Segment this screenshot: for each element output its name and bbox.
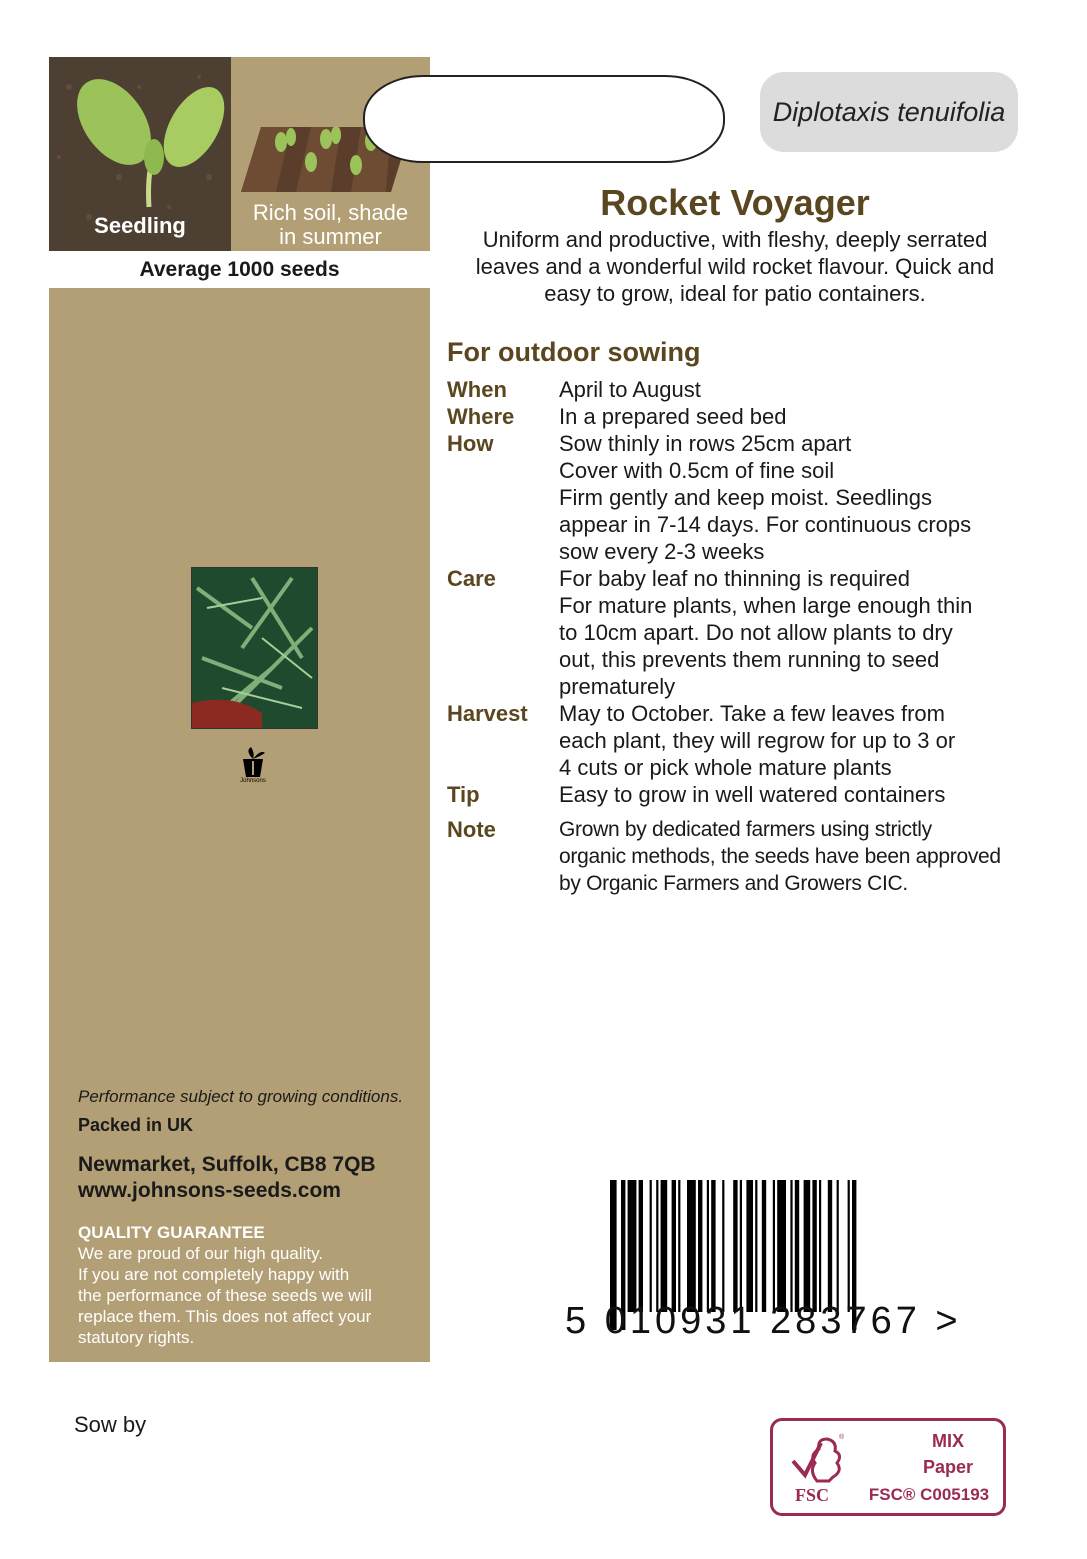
guarantee-line: statutory rights.: [78, 1328, 195, 1347]
barcode-bar: [812, 1180, 816, 1312]
instruction-row-harvest: [447, 700, 1037, 781]
barcode-bar: [711, 1180, 715, 1312]
johnsons-logo: [235, 745, 271, 787]
barcode-bar: [672, 1180, 676, 1312]
instruction-line: Easy to grow in well watered containers: [559, 782, 946, 807]
instruction-text: [559, 403, 1037, 430]
guarantee-title: QUALITY GUARANTEE: [78, 1223, 265, 1242]
instruction-row-tip: [447, 781, 1037, 808]
instruction-line: May to October. Take a few leaves from: [559, 701, 945, 726]
instruction-line: prematurely: [559, 674, 676, 699]
instruction-line: to 10cm apart. Do not allow plants to dry: [559, 620, 953, 645]
left-info-panel: [49, 57, 430, 1362]
instruction-row-care: [447, 565, 1037, 700]
instruction-line: appear in 7-14 days. For continuous crops: [559, 512, 972, 537]
performance-note: Performance subject to growing conditions.: [78, 1087, 404, 1106]
instruction-row-note: [447, 816, 1037, 897]
barcode-bar: [746, 1180, 753, 1312]
guarantee-line: We are proud of our high quality.: [78, 1244, 324, 1263]
instruction-line: For baby leaf no thinning is required: [559, 566, 910, 591]
instruction-label: When: [447, 377, 507, 402]
guarantee-line: the performance of these seeds we will: [78, 1286, 372, 1305]
instruction-text: [559, 565, 1037, 700]
barcode-bar: [628, 1180, 637, 1312]
instruction-label: How: [447, 431, 494, 456]
description-line: Uniform and productive, with fleshy, deeply serrated: [482, 227, 988, 252]
barcode-bar: [828, 1180, 832, 1312]
packed-in: Packed in UK: [78, 1115, 194, 1135]
instruction-text: [559, 700, 1037, 781]
brand-mark-text: Johnsons: [240, 778, 266, 784]
instruction-text: [559, 816, 1037, 897]
soil-label-line-1: Rich soil, shade: [252, 200, 409, 225]
sowing-section-title: For outdoor sowing: [447, 337, 701, 367]
barcode-bar: [707, 1180, 709, 1312]
soil-condition-label: [231, 201, 430, 249]
barcode-bar: [837, 1180, 839, 1312]
seedling-label: Seedling: [94, 213, 186, 238]
guarantee-line: If you are not completely happy with: [78, 1265, 350, 1284]
barcode-bar: [848, 1180, 850, 1312]
barcode-bar: [790, 1180, 792, 1312]
instruction-line: For mature plants, when large enough thin: [559, 593, 973, 618]
barcode-bar: [698, 1180, 702, 1312]
barcode-bar: [819, 1180, 821, 1312]
instruction-line: Grown by dedicated farmers using strictly: [559, 818, 932, 841]
product-photo: [191, 567, 318, 729]
instruction-label: Note: [447, 817, 496, 842]
company-info: [78, 1087, 428, 1348]
sow-by-label: Sow by: [74, 1412, 147, 1437]
instruction-text: [559, 781, 1037, 808]
fsc-license-code: FSC® C005193: [868, 1485, 990, 1504]
fsc-mix-label: MIX: [931, 1431, 964, 1451]
instruction-line: organic methods, the seeds have been approved: [559, 845, 1001, 868]
barcode-bar: [650, 1180, 652, 1312]
instruction-label: Harvest: [447, 701, 528, 726]
fsc-certification-badge: [770, 1418, 1006, 1516]
barcode-bar: [733, 1180, 737, 1312]
instruction-line: by Organic Farmers and Growers CIC.: [559, 872, 908, 895]
latin-name: Diplotaxis tenuifolia: [760, 72, 1018, 152]
instruction-line: In a prepared seed bed: [559, 404, 787, 429]
company-address: Newmarket, Suffolk, CB8 7QB: [78, 1153, 376, 1176]
soil-label-line-2: in summer: [279, 224, 382, 249]
description-line: leaves and a wonderful wild rocket flavour. Quick and: [475, 254, 995, 279]
barcode-bar: [773, 1180, 775, 1312]
company-website: www.johnsons-seeds.com: [78, 1179, 341, 1202]
instruction-text: [559, 376, 1037, 403]
instruction-line: Firm gently and keep moist. Seedlings: [559, 485, 932, 510]
instruction-line: out, this prevents them running to seed: [559, 647, 940, 672]
plant-pot-icon: [235, 745, 271, 779]
quality-guarantee: [78, 1222, 428, 1348]
seed-count: Average 1000 seeds: [49, 251, 430, 288]
description-line: easy to grow, ideal for patio containers.: [544, 281, 926, 306]
blank-label-oval: [363, 75, 725, 163]
instruction-label: Care: [447, 566, 496, 591]
instruction-text: [559, 430, 1037, 565]
barcode-bar: [656, 1180, 658, 1312]
instruction-line: each plant, they will regrow for up to 3 or: [559, 728, 956, 753]
product-title: Rocket Voyager: [600, 182, 870, 223]
barcode-bar: [661, 1180, 668, 1312]
barcode-bar: [795, 1180, 799, 1312]
instruction-label: Tip: [447, 782, 480, 807]
instruction-label: Where: [447, 404, 515, 429]
barcode-bar: [678, 1180, 680, 1312]
fsc-wordmark: FSC: [795, 1485, 830, 1505]
instruction-line: 4 cuts or pick whole mature plants: [559, 755, 892, 780]
instruction-row-where: [447, 403, 1037, 430]
instruction-line: sow every 2-3 weeks: [559, 539, 765, 564]
instruction-row-how: [447, 430, 1037, 565]
barcode-bar: [777, 1180, 786, 1312]
barcode-bar: [762, 1180, 766, 1312]
instruction-line: April to August: [559, 377, 701, 402]
barcode-bar: [722, 1180, 724, 1312]
barcode-bar: [755, 1180, 757, 1312]
instruction-line: Sow thinly in rows 25cm apart: [559, 431, 852, 456]
barcode-bar: [639, 1180, 643, 1312]
barcode-bar: [687, 1180, 696, 1312]
guarantee-line: replace them. This does not affect your: [78, 1307, 372, 1326]
fsc-paper-label: Paper: [922, 1457, 974, 1477]
seedling-photo: [49, 57, 231, 251]
barcode-digits: 5 010931 283767 >: [565, 1300, 962, 1342]
sowing-instructions: [447, 376, 1037, 897]
barcode-bar: [804, 1180, 811, 1312]
rocket-leaves-illustration: [192, 568, 317, 728]
instruction-line: Cover with 0.5cm of fine soil: [559, 458, 835, 483]
instruction-row-when: [447, 376, 1037, 403]
fsc-tree-checkmark-icon: [787, 1431, 847, 1485]
svg-text:®: ®: [839, 1434, 845, 1441]
product-description: [430, 226, 1040, 307]
